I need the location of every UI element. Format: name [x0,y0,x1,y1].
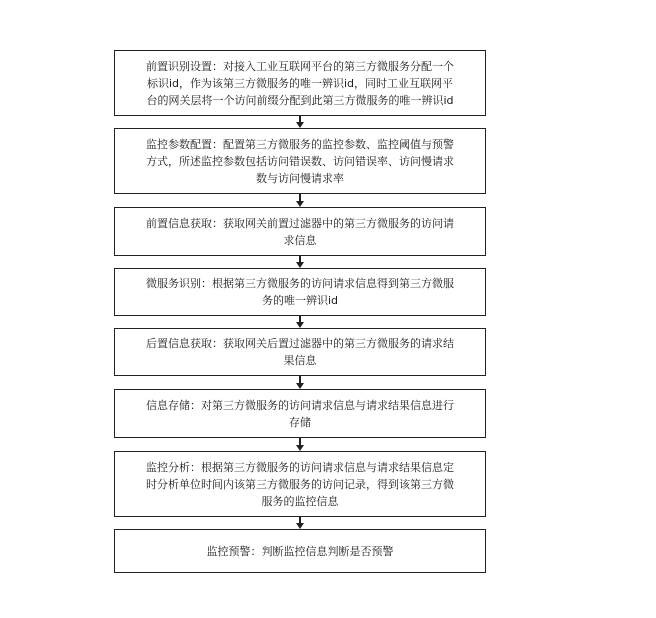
step-box-6 [114,389,486,438]
step-text-7: 监控分析：根据第三方微服务的访问请求信息与请求结果信息定 时分析单位时间内该第三方微服务的访问记录，得到该第三方微 服务的监控信息 [146,460,454,508]
step-text-4: 微服务识别：根据第三方微服务的访问请求信息得到第三方微服 务的唯一辨识id [146,277,454,307]
step-box-2 [114,128,486,194]
step-text-1: 前置识别设置：对接入工业互联网平台的第三方微服务分配一个 标识id，作为该第三方微服务的唯一辨识id，同时工业互联网平 台的网关层将一个访问前缀分配到此第三方微服务的唯一辨识id [146,59,454,107]
step-box-1 [114,50,486,116]
step-box-7 [114,451,486,517]
step-box-4 [114,268,486,316]
step-box-3 [114,207,486,256]
step-text-3: 前置信息获取：获取网关前置过滤器中的第三方微服务的访问请 求信息 [146,216,454,247]
step-text-8: 监控预警：判断监控信息判断是否预警 [206,544,394,558]
step-box-8 [114,529,486,573]
step-box-5 [114,328,486,376]
step-text-2: 监控参数配置：配置第三方微服务的监控参数、监控阈值与预警 方式，所述监控参数包括访问错误数、访问错误率、访问慢请求 数与访问慢请求率 [146,137,454,185]
step-text-5: 后置信息获取：获取网关后置过滤器中的第三方微服务的请求结 果信息 [146,337,454,367]
step-text-6: 信息存储：对第三方微服务的访问请求信息与请求结果信息进行 存储 [146,398,454,429]
